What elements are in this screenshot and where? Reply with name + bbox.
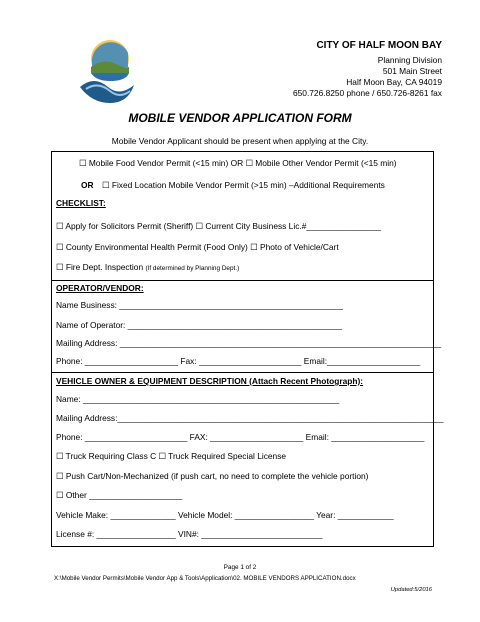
truck-class-options[interactable]: ☐ Truck Requiring Class C ☐ Truck Required Special License [56,451,287,461]
permit-fixed-location[interactable]: ☐ Fixed Location Mobile Vendor Permit (>15 min) –Additional Requirements [102,180,385,190]
org-name: CITY OF HALF MOON BAY [316,40,442,51]
divider-operator [51,280,434,281]
checklist-heading: CHECKLIST: [56,198,106,208]
checklist-row1[interactable]: ☐ Apply for Solicitors Permit (Sheriff) ☐ Current City Business Lic.#________________ [56,221,381,231]
divider-vehicle [51,372,434,373]
applicant-note: Mobile Vendor Applicant should be present when applying at the City. [111,136,369,146]
page-number: Page 1 of 2 [223,564,257,571]
vehicle-make-row[interactable]: Vehicle Make: ______________ Vehicle Model: _________________ Year: ____________ [56,510,394,520]
logo-wave [80,81,134,103]
fire-inspection-note: (If determined by Planning Dept.) [145,265,240,272]
operator-heading: OPERATOR/VENDOR: [56,283,144,293]
permit-or-label: OR [81,180,94,190]
permit-options-row1[interactable]: ☐ Mobile Food Vendor Permit (<15 min) OR ☐ Mobile Other Vendor Permit (<15 min) [79,158,397,168]
updated-date: Updated:5/2016 [390,587,432,593]
other-option[interactable]: ☐ Other ____________________ [56,490,183,500]
street-address: 501 Main Street [382,66,442,76]
operator-mailing-field[interactable]: Mailing Address: _____________________________________________________________________ [56,338,442,348]
pushcart-option[interactable]: ☐ Push Cart/Non-Mechanized (if push cart, no need to complete the vehicle portion) [56,471,369,481]
operator-name-field[interactable]: Name of Operator: ______________________________________________ [56,320,342,330]
logo-water [91,73,129,81]
form-box [51,151,434,547]
city-address: Half Moon Bay, CA 94019 [346,77,442,87]
vehicle-owner-name-field[interactable]: Name: _______________________________________________________ [56,394,340,404]
license-vin-row[interactable]: License #: _________________ VIN#: __________________________ [56,529,323,539]
city-logo [72,37,142,109]
division: Planning Division [377,55,442,65]
checklist-row3[interactable] [56,262,239,272]
checklist-row2[interactable]: ☐ County Environmental Health Permit (Food Only) ☐ Photo of Vehicle/Cart [56,242,339,252]
vehicle-heading: VEHICLE OWNER & EQUIPMENT DESCRIPTION (Attach Recent Photograph): [56,376,364,386]
operator-contact-row[interactable]: Phone: ____________________ Fax: ______________________ Email:____________________ [56,356,421,366]
vehicle-mailing-field[interactable]: Mailing Address:______________________________________________________________________ [56,413,444,423]
form-title: MOBILE VENDOR APPLICATION FORM [128,111,352,125]
fire-inspection-label: ☐ Fire Dept. Inspection [56,262,146,272]
vehicle-contact-row[interactable]: Phone: ______________________ FAX: ____________________ Email: ____________________ [56,432,425,442]
file-path: X:\Mobile Vendor Permits\Mobile Vendor App & Tools\Application\02. MOBILE VENDORS APPLICATION.docx [54,575,356,582]
business-name-field[interactable]: Name Business: ________________________________________________ [56,300,343,310]
phone-fax: 650.726.8250 phone / 650.726-8261 fax [292,88,442,98]
